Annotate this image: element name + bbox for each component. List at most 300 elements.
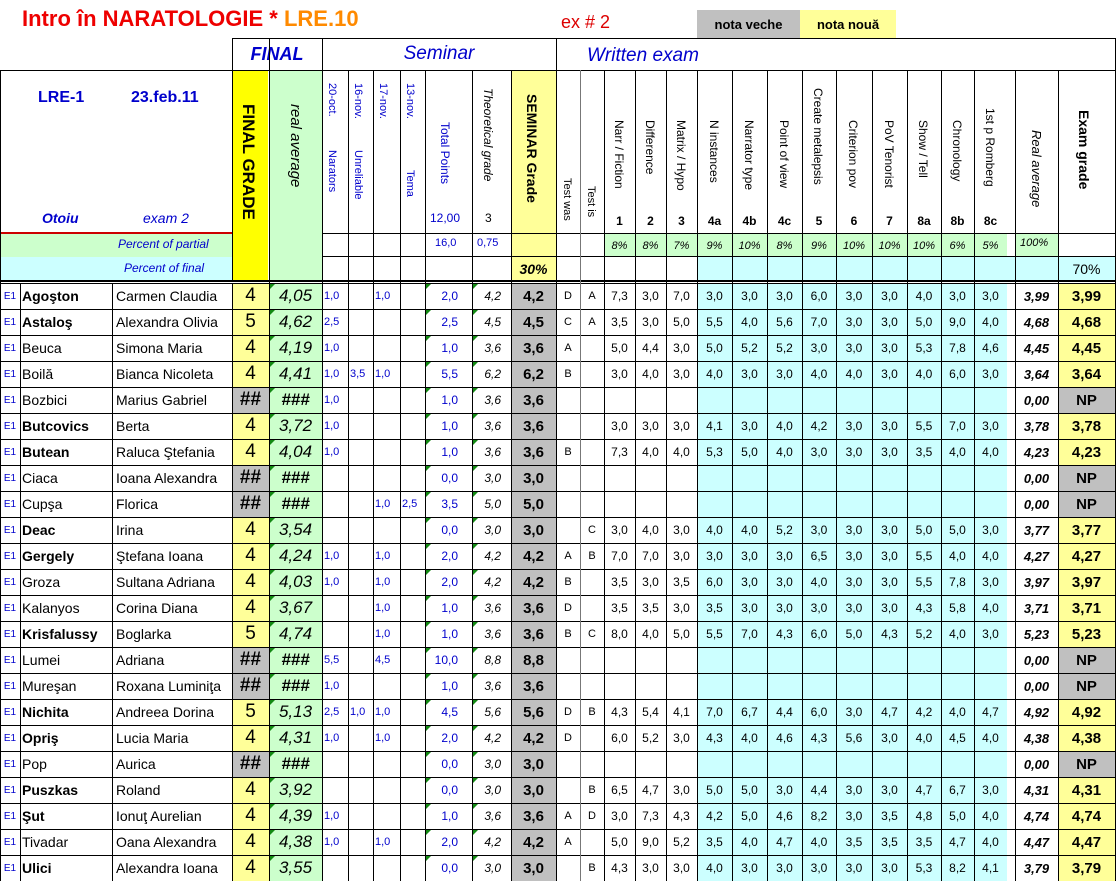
seminar-score[interactable]: 1,0 [375,368,391,380]
exam-real-average[interactable]: 3,79 [1023,860,1050,876]
exam-item-score[interactable]: 3,0 [697,543,732,569]
exam-item-score[interactable]: 3,0 [836,569,872,595]
exam-item-score[interactable]: 4,4 [642,341,659,355]
exam-item-score[interactable]: 4,0 [974,829,1007,855]
row-tag[interactable]: E1 [3,602,17,614]
exam-grade[interactable]: 3,79 [1058,855,1115,881]
exam-item-score[interactable]: 3,0 [836,699,872,725]
exam-real-average[interactable]: 4,38 [1023,730,1050,746]
exam-real-average[interactable]: 4,92 [1023,704,1050,720]
exam-item-score[interactable]: 5,0 [697,335,732,361]
student-first-name[interactable]: Alexandra Olivia [116,314,218,330]
exam-item-score[interactable]: 4,5 [941,725,974,751]
final-grade[interactable]: 4 [232,361,269,387]
exam-item-score[interactable]: 7,0 [802,309,836,335]
student-first-name[interactable]: Ştefana Ioana [116,548,204,564]
exam-item-score[interactable]: 5,8 [941,595,974,621]
exam-item-score[interactable]: 4,7 [974,699,1007,725]
seminar-grade[interactable]: 3,6 [511,439,556,465]
exam-grade[interactable]: 3,77 [1058,517,1115,543]
exam-item-score[interactable]: 4,0 [974,439,1007,465]
exam-item-score[interactable]: 4,0 [673,445,690,459]
exam-item-score[interactable]: 7,3 [642,809,659,823]
row-tag[interactable]: E1 [3,394,17,406]
exam-item-score[interactable]: 3,0 [673,783,690,797]
exam-item-score[interactable]: 4,0 [697,361,732,387]
exam-real-average[interactable]: 3,71 [1023,600,1050,616]
exam-item-score[interactable]: 3,0 [732,361,767,387]
exam-item-score[interactable]: 3,0 [642,575,659,589]
exam-item-score[interactable]: 5,0 [941,517,974,543]
exam-item-score[interactable]: 3,0 [732,569,767,595]
final-grade[interactable]: 4 [232,283,269,309]
row-tag[interactable]: E1 [3,446,17,458]
total-points[interactable]: 2,0 [441,289,458,303]
exam-item-score[interactable]: 4,1 [697,413,732,439]
exam-grade[interactable]: NP [1058,465,1115,491]
exam-item-score[interactable]: 3,0 [836,335,872,361]
seminar-grade[interactable]: 8,8 [511,647,556,673]
exam-real-average[interactable]: 4,68 [1023,314,1050,330]
student-first-name[interactable]: Aurica [116,756,156,772]
real-average[interactable]: 4,05 [269,283,322,309]
exam-item-score[interactable]: 3,0 [872,543,907,569]
exam-item-score[interactable]: 4,6 [974,335,1007,361]
exam-item-score[interactable]: 3,0 [802,595,836,621]
test-is[interactable]: B [588,784,596,796]
seminar-grade[interactable]: 4,5 [511,309,556,335]
final-grade[interactable]: ## [232,751,269,777]
exam-item-score[interactable]: 3,5 [673,575,690,589]
exam-item-score[interactable]: 3,0 [836,283,872,309]
exam-real-average[interactable]: 3,64 [1023,366,1050,382]
exam-item-score[interactable]: 4,0 [732,829,767,855]
exam-item-score[interactable]: 4,0 [974,595,1007,621]
exam-item-score[interactable]: 3,5 [611,315,628,329]
student-last-name[interactable]: Butean [22,444,70,460]
exam-item-score[interactable]: 5,2 [767,517,802,543]
exam-item-score[interactable]: 4,0 [974,803,1007,829]
seminar-score[interactable]: 2,5 [402,498,418,510]
student-first-name[interactable]: Raluca Ştefania [116,444,215,460]
seminar-score[interactable]: 1,0 [324,394,340,406]
total-points[interactable]: 1,0 [441,627,458,641]
student-first-name[interactable]: Lucia Maria [116,730,189,746]
total-points[interactable]: 0,0 [441,861,458,875]
exam-item-score[interactable]: 3,0 [732,855,767,881]
exam-grade[interactable]: 3,99 [1058,283,1115,309]
exam-item-score[interactable]: 4,0 [907,283,941,309]
seminar-score[interactable]: 1,0 [375,576,391,588]
exam-item-score[interactable]: 3,0 [732,595,767,621]
row-tag[interactable]: E1 [3,342,17,354]
test-was[interactable]: A [564,550,572,562]
exam-item-score[interactable]: 5,5 [907,569,941,595]
total-points[interactable]: 1,0 [441,445,458,459]
exam-item-score[interactable]: 3,0 [836,309,872,335]
exam-item-score[interactable]: 4,4 [767,699,802,725]
exam-item-score[interactable]: 7,0 [732,621,767,647]
final-grade[interactable]: 5 [232,699,269,725]
exam-item-score[interactable]: 5,0 [907,517,941,543]
exam-real-average[interactable]: 0,00 [1023,678,1050,694]
exam-grade[interactable]: NP [1058,387,1115,413]
exam-item-score[interactable]: 6,0 [611,731,628,745]
real-average[interactable]: 3,72 [269,413,322,439]
row-tag[interactable]: E1 [3,576,17,588]
exam-item-score[interactable]: 3,0 [836,413,872,439]
real-average[interactable]: 4,24 [269,543,322,569]
exam-item-score[interactable]: 3,0 [836,855,872,881]
exam-item-score[interactable]: 3,0 [642,289,659,303]
exam-item-score[interactable]: 3,0 [673,731,690,745]
exam-item-score[interactable]: 8,2 [941,855,974,881]
total-points[interactable]: 10,0 [434,653,458,667]
exam-real-average[interactable]: 4,27 [1023,548,1050,564]
exam-item-score[interactable]: 3,0 [836,517,872,543]
total-points[interactable]: 0,0 [441,783,458,797]
seminar-score[interactable]: 1,0 [324,836,340,848]
student-last-name[interactable]: Puszkas [22,782,79,798]
exam-item-score[interactable]: 4,3 [907,595,941,621]
row-tag[interactable]: E1 [3,680,17,692]
real-average[interactable]: ### [269,751,322,777]
exam-real-average[interactable]: 3,77 [1023,522,1050,538]
real-average[interactable]: 4,41 [269,361,322,387]
exam-item-score[interactable]: 5,2 [732,335,767,361]
exam-item-score[interactable]: 5,2 [767,335,802,361]
exam-item-score[interactable]: 4,7 [642,783,659,797]
seminar-score[interactable]: 1,0 [324,420,340,432]
exam-item-score[interactable]: 4,2 [802,413,836,439]
exam-item-score[interactable]: 3,0 [836,803,872,829]
final-grade[interactable]: 4 [232,413,269,439]
final-grade[interactable]: 4 [232,569,269,595]
exam-item-score[interactable]: 7,8 [941,335,974,361]
exam-item-score[interactable]: 4,0 [732,725,767,751]
row-tag[interactable]: E1 [3,732,17,744]
exam-item-score[interactable]: 4,3 [611,705,628,719]
seminar-score[interactable]: 2,5 [324,316,340,328]
exam-item-score[interactable]: 4,3 [673,809,690,823]
exam-grade[interactable]: 5,23 [1058,621,1115,647]
exam-grade[interactable]: 4,31 [1058,777,1115,803]
student-first-name[interactable]: Oana Alexandra [116,834,217,850]
row-tag[interactable]: E1 [3,810,17,822]
exam-item-score[interactable]: 3,0 [974,283,1007,309]
exam-item-score[interactable]: 5,4 [642,705,659,719]
theoretical-grade[interactable]: 3,0 [484,471,501,485]
real-average[interactable]: 4,03 [269,569,322,595]
seminar-grade[interactable]: 3,0 [511,465,556,491]
student-last-name[interactable]: Bozbici [22,392,68,408]
exam-item-score[interactable]: 3,0 [872,361,907,387]
exam-item-score[interactable]: 4,8 [907,803,941,829]
exam-item-score[interactable]: 3,0 [941,283,974,309]
exam-item-score[interactable]: 3,0 [673,601,690,615]
exam-item-score[interactable]: 5,0 [673,627,690,641]
exam-item-score[interactable]: 4,0 [767,413,802,439]
exam-item-score[interactable]: 3,5 [697,595,732,621]
exam-item-score[interactable]: 5,0 [836,621,872,647]
exam-real-average[interactable]: 0,00 [1023,392,1050,408]
theoretical-grade[interactable]: 4,2 [484,549,501,563]
exam-item-score[interactable]: 3,0 [872,595,907,621]
exam-item-score[interactable]: 3,5 [611,575,628,589]
exam-item-score[interactable]: 4,0 [642,627,659,641]
student-last-name[interactable]: Deac [22,522,56,538]
exam-grade[interactable]: 3,71 [1058,595,1115,621]
test-was[interactable]: D [564,602,572,614]
real-average[interactable]: 3,55 [269,855,322,881]
theoretical-grade[interactable]: 6,2 [484,367,501,381]
exam-item-score[interactable]: 4,7 [767,829,802,855]
exam-item-score[interactable]: 3,0 [802,855,836,881]
exam-item-score[interactable]: 3,0 [974,413,1007,439]
theoretical-grade[interactable]: 5,6 [484,705,501,719]
test-was[interactable]: D [564,706,572,718]
seminar-grade[interactable]: 3,6 [511,673,556,699]
theoretical-grade[interactable]: 5,0 [484,497,501,511]
theoretical-grade[interactable]: 3,0 [484,861,501,875]
test-is[interactable]: B [588,862,596,874]
total-points[interactable]: 2,5 [441,315,458,329]
student-first-name[interactable]: Roxana Luminiţa [116,678,222,694]
exam-item-score[interactable]: 3,0 [802,439,836,465]
student-first-name[interactable]: Alexandra Ioana [116,860,218,876]
row-tag[interactable]: E1 [3,316,17,328]
final-grade[interactable]: 4 [232,725,269,751]
total-points[interactable]: 4,5 [441,705,458,719]
exam-item-score[interactable]: 3,0 [836,543,872,569]
exam-item-score[interactable]: 4,0 [802,829,836,855]
exam-item-score[interactable]: 3,0 [836,439,872,465]
student-last-name[interactable]: Gergely [22,548,75,564]
exam-item-score[interactable]: 4,0 [974,725,1007,751]
test-was[interactable]: D [564,290,572,302]
seminar-score[interactable]: 1,0 [375,550,391,562]
exam-real-average[interactable]: 0,00 [1023,652,1050,668]
exam-item-score[interactable]: 3,0 [611,367,628,381]
exam-item-score[interactable]: 7,3 [611,445,628,459]
exam-item-score[interactable]: 3,0 [767,855,802,881]
exam-grade[interactable]: 3,97 [1058,569,1115,595]
test-is[interactable]: C [588,524,596,536]
theoretical-grade[interactable]: 4,2 [484,575,501,589]
exam-item-score[interactable]: 3,0 [872,439,907,465]
exam-item-score[interactable]: 6,5 [802,543,836,569]
theoretical-grade[interactable]: 3,6 [484,445,501,459]
exam-item-score[interactable]: 5,0 [611,835,628,849]
student-first-name[interactable]: Marius Gabriel [116,392,208,408]
exam-item-score[interactable]: 3,5 [836,829,872,855]
exam-item-score[interactable]: 3,0 [642,315,659,329]
seminar-score[interactable]: 1,0 [375,498,391,510]
theoretical-grade[interactable]: 3,6 [484,393,501,407]
student-first-name[interactable]: Adriana [116,652,165,668]
theoretical-grade[interactable]: 3,6 [484,679,501,693]
exam-item-score[interactable]: 3,0 [767,595,802,621]
seminar-grade[interactable]: 3,0 [511,777,556,803]
exam-grade[interactable]: 4,68 [1058,309,1115,335]
real-average[interactable]: 3,54 [269,517,322,543]
seminar-score[interactable]: 1,0 [324,342,340,354]
exam-item-score[interactable]: 3,0 [767,569,802,595]
exam-item-score[interactable]: 4,0 [767,439,802,465]
exam-item-score[interactable]: 3,0 [673,549,690,563]
exam-item-score[interactable]: 5,0 [732,777,767,803]
test-is[interactable]: A [588,316,596,328]
exam-item-score[interactable]: 3,5 [611,601,628,615]
row-tag[interactable]: E1 [3,524,17,536]
seminar-grade[interactable]: 3,6 [511,413,556,439]
exam-item-score[interactable]: 3,0 [673,367,690,381]
exam-item-score[interactable]: 3,0 [673,419,690,433]
theoretical-grade[interactable]: 3,0 [484,523,501,537]
test-is[interactable]: D [588,810,596,822]
seminar-score[interactable]: 1,0 [324,368,340,380]
exam-item-score[interactable]: 3,0 [872,413,907,439]
exam-item-score[interactable]: 3,0 [611,523,628,537]
exam-item-score[interactable]: 4,2 [697,803,732,829]
exam-item-score[interactable]: 4,0 [907,725,941,751]
row-tag[interactable]: E1 [3,628,17,640]
test-was[interactable]: C [564,316,572,328]
exam-item-score[interactable]: 3,0 [767,543,802,569]
exam-item-score[interactable]: 3,0 [673,341,690,355]
exam-item-score[interactable]: 7,0 [941,413,974,439]
exam-item-score[interactable]: 3,0 [611,809,628,823]
exam-item-score[interactable]: 5,0 [697,777,732,803]
test-was[interactable]: A [564,342,572,354]
row-tag[interactable]: E1 [3,758,17,770]
final-grade[interactable]: 4 [232,517,269,543]
exam-item-score[interactable]: 4,0 [941,699,974,725]
exam-grade[interactable]: NP [1058,647,1115,673]
student-first-name[interactable]: Boglarka [116,626,172,642]
real-average[interactable]: ### [269,465,322,491]
exam-item-score[interactable]: 3,0 [974,621,1007,647]
exam-item-score[interactable]: 3,0 [767,777,802,803]
total-points[interactable]: 1,0 [441,341,458,355]
real-average[interactable]: 5,13 [269,699,322,725]
exam-item-score[interactable]: 3,0 [872,855,907,881]
total-points[interactable]: 3,5 [441,497,458,511]
exam-grade[interactable]: 4,23 [1058,439,1115,465]
exam-item-score[interactable]: 5,5 [907,543,941,569]
exam-item-score[interactable]: 5,3 [907,855,941,881]
exam-real-average[interactable]: 3,78 [1023,418,1050,434]
real-average[interactable]: 4,74 [269,621,322,647]
total-points[interactable]: 2,0 [441,549,458,563]
final-grade[interactable]: 4 [232,855,269,881]
theoretical-grade[interactable]: 4,2 [484,289,501,303]
exam-item-score[interactable]: 5,0 [611,341,628,355]
seminar-score[interactable]: 1,0 [375,602,391,614]
real-average[interactable]: ### [269,491,322,517]
exam-item-score[interactable]: 5,0 [941,803,974,829]
theoretical-grade[interactable]: 3,6 [484,419,501,433]
student-first-name[interactable]: Roland [116,782,161,798]
exam-grade[interactable]: 4,47 [1058,829,1115,855]
seminar-score[interactable]: 1,0 [350,706,366,718]
exam-item-score[interactable]: 4,0 [732,309,767,335]
total-points[interactable]: 1,0 [441,419,458,433]
exam-item-score[interactable]: 4,4 [802,777,836,803]
row-tag[interactable]: E1 [3,420,17,432]
student-last-name[interactable]: Lumei [22,652,61,668]
test-is[interactable]: B [588,706,596,718]
exam-item-score[interactable]: 3,0 [732,283,767,309]
exam-item-score[interactable]: 4,0 [941,621,974,647]
total-points[interactable]: 1,0 [441,679,458,693]
seminar-grade[interactable]: 3,6 [511,335,556,361]
row-tag[interactable]: E1 [3,550,17,562]
exam-item-score[interactable]: 3,0 [872,335,907,361]
exam-item-score[interactable]: 5,6 [767,309,802,335]
exam-item-score[interactable]: 3,5 [642,601,659,615]
student-first-name[interactable]: Corina Diana [116,600,198,616]
theoretical-grade[interactable]: 3,6 [484,627,501,641]
exam-item-score[interactable]: 4,0 [802,361,836,387]
real-average[interactable]: 4,31 [269,725,322,751]
test-is[interactable]: C [588,628,596,640]
exam-item-score[interactable]: 4,7 [872,699,907,725]
exam-item-score[interactable]: 5,0 [732,439,767,465]
exam-item-score[interactable]: 7,0 [673,289,690,303]
seminar-score[interactable]: 5,5 [324,654,340,666]
theoretical-grade[interactable]: 4,2 [484,835,501,849]
seminar-score[interactable]: 1,0 [324,550,340,562]
total-points[interactable]: 1,0 [441,393,458,407]
seminar-score[interactable]: 1,0 [324,576,340,588]
exam-item-score[interactable]: 6,7 [941,777,974,803]
final-grade[interactable]: 4 [232,335,269,361]
exam-item-score[interactable]: 3,0 [611,419,628,433]
seminar-score[interactable]: 2,5 [324,706,340,718]
test-was[interactable]: B [564,628,572,640]
exam-item-score[interactable]: 5,0 [732,803,767,829]
exam-item-score[interactable]: 4,1 [974,855,1007,881]
exam-item-score[interactable]: 4,7 [907,777,941,803]
exam-grade[interactable]: 3,78 [1058,413,1115,439]
seminar-score[interactable]: 1,0 [324,680,340,692]
final-grade[interactable]: 4 [232,595,269,621]
exam-item-score[interactable]: 3,5 [872,803,907,829]
seminar-grade[interactable]: 3,0 [511,855,556,881]
test-was[interactable]: D [564,732,572,744]
seminar-grade[interactable]: 4,2 [511,569,556,595]
seminar-grade[interactable]: 4,2 [511,543,556,569]
exam-item-score[interactable]: 4,3 [802,725,836,751]
exam-real-average[interactable]: 0,00 [1023,496,1050,512]
theoretical-grade[interactable]: 3,6 [484,601,501,615]
final-grade[interactable]: ## [232,673,269,699]
exam-item-score[interactable]: 3,0 [732,543,767,569]
exam-item-score[interactable]: 7,0 [697,699,732,725]
test-is[interactable]: A [588,290,596,302]
exam-item-score[interactable]: 3,0 [974,777,1007,803]
seminar-grade[interactable]: 4,2 [511,725,556,751]
student-first-name[interactable]: Bianca Nicoleta [116,366,214,382]
student-first-name[interactable]: Sultana Adriana [116,574,215,590]
exam-real-average[interactable]: 4,23 [1023,444,1050,460]
theoretical-grade[interactable]: 3,0 [484,783,501,797]
exam-item-score[interactable]: 6,0 [941,361,974,387]
student-first-name[interactable]: Ioana Alexandra [116,470,218,486]
exam-grade[interactable]: 4,38 [1058,725,1115,751]
final-grade[interactable]: ## [232,491,269,517]
